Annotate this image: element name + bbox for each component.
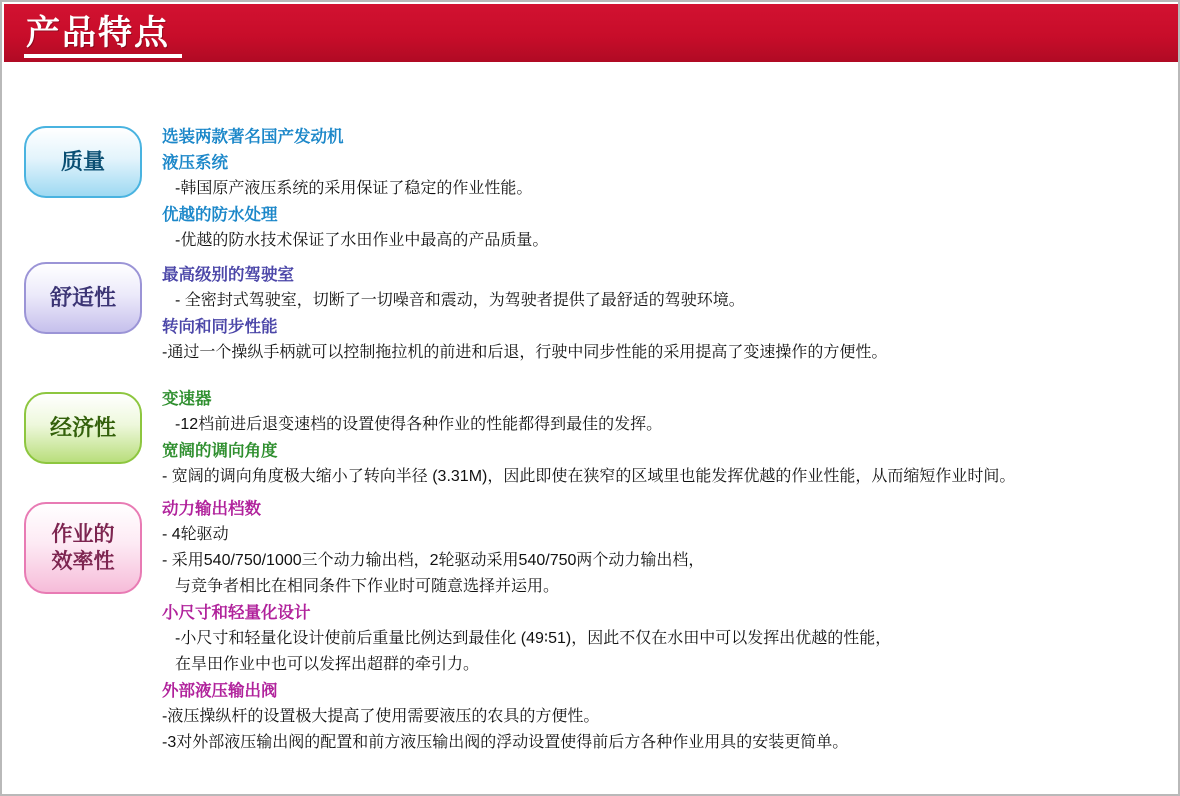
section-economy — [162, 386, 1162, 490]
comfort-body-2-1: -通过一个操纵手柄就可以控制拖拉机的前进和后退，行驶中同步性能的采用提高了变速操作的方便性。 — [162, 344, 888, 361]
economy-body-2-1: - 宽阔的调向角度极大缩小了转向半径 (3.31M)，因此即使在狭窄的区域里也能发挥优越的作业性能，从而缩短作业时间。 — [162, 468, 1016, 485]
efficiency-body-2-2: 在旱田作业中也可以发挥出超群的牵引力。 — [175, 656, 480, 673]
badge-efficiency-label-line2: 效率性 — [51, 550, 115, 573]
economy-heading-1: 变速器 — [162, 390, 212, 408]
quality-body-2-1: -韩国原产液压系统的采用保证了稳定的作业性能。 — [175, 180, 533, 197]
economy-body-1-1: -12档前进后退变速档的设置使得各种作业的性能都得到最佳的发挥。 — [175, 416, 663, 433]
efficiency-body-2-1: -小尺寸和轻量化设计使前后重量比例达到最佳化 (49∶51)，因此不仅在水田中可以发挥出优越的性能， — [175, 630, 892, 647]
comfort-heading-2: 转向和同步性能 — [162, 318, 278, 336]
badge-quality — [24, 126, 142, 198]
quality-heading-3: 优越的防水处理 — [162, 206, 278, 224]
efficiency-body-1-1: - 4轮驱动 — [162, 526, 229, 543]
quality-body-3-1: -优越的防水技术保证了水田作业中最高的产品质量。 — [175, 232, 549, 249]
content-area — [2, 62, 1178, 796]
quality-heading-2: 液压系统 — [162, 154, 228, 172]
badge-efficiency — [24, 502, 142, 594]
efficiency-body-3-1: -液压操纵杆的设置极大提高了使用需要液压的农具的方便性。 — [162, 708, 600, 725]
quality-heading-1: 选装两款著名国产发动机 — [162, 128, 344, 146]
page-header-banner — [4, 4, 1178, 62]
efficiency-heading-3: 外部液压输出阀 — [162, 682, 278, 700]
section-quality — [162, 124, 1162, 254]
efficiency-body-1-2: - 采用540/750/1000三个动力输出档，2轮驱动采用540/750两个动力输出档， — [162, 552, 705, 569]
page-title: 产品特点 — [26, 14, 170, 52]
badge-efficiency-label-line1: 作业的 — [51, 523, 115, 546]
efficiency-heading-1: 动力输出档数 — [162, 500, 261, 518]
comfort-heading-1: 最高级别的驾驶室 — [162, 266, 294, 284]
badge-economy-label: 经济性 — [49, 415, 116, 440]
title-underline — [24, 54, 182, 58]
efficiency-heading-2: 小尺寸和轻量化设计 — [162, 604, 311, 622]
badge-quality-label: 质量 — [60, 149, 105, 174]
section-efficiency — [162, 496, 1162, 756]
badge-economy — [24, 392, 142, 464]
badge-comfort — [24, 262, 142, 334]
comfort-body-1-1: - 全密封式驾驶室，切断了一切噪音和震动，为驾驶者提供了最舒适的驾驶环境。 — [175, 292, 745, 309]
section-comfort — [162, 262, 1162, 366]
economy-heading-2: 宽阔的调向角度 — [162, 442, 278, 460]
badge-comfort-label: 舒适性 — [49, 285, 116, 310]
efficiency-body-3-2: -3对外部液压输出阀的配置和前方液压输出阀的浮动设置使得前后方各种作业用具的安装更简单。 — [162, 734, 849, 751]
efficiency-body-1-3: 与竞争者相比在相同条件下作业时可随意选择并运用。 — [175, 578, 560, 595]
